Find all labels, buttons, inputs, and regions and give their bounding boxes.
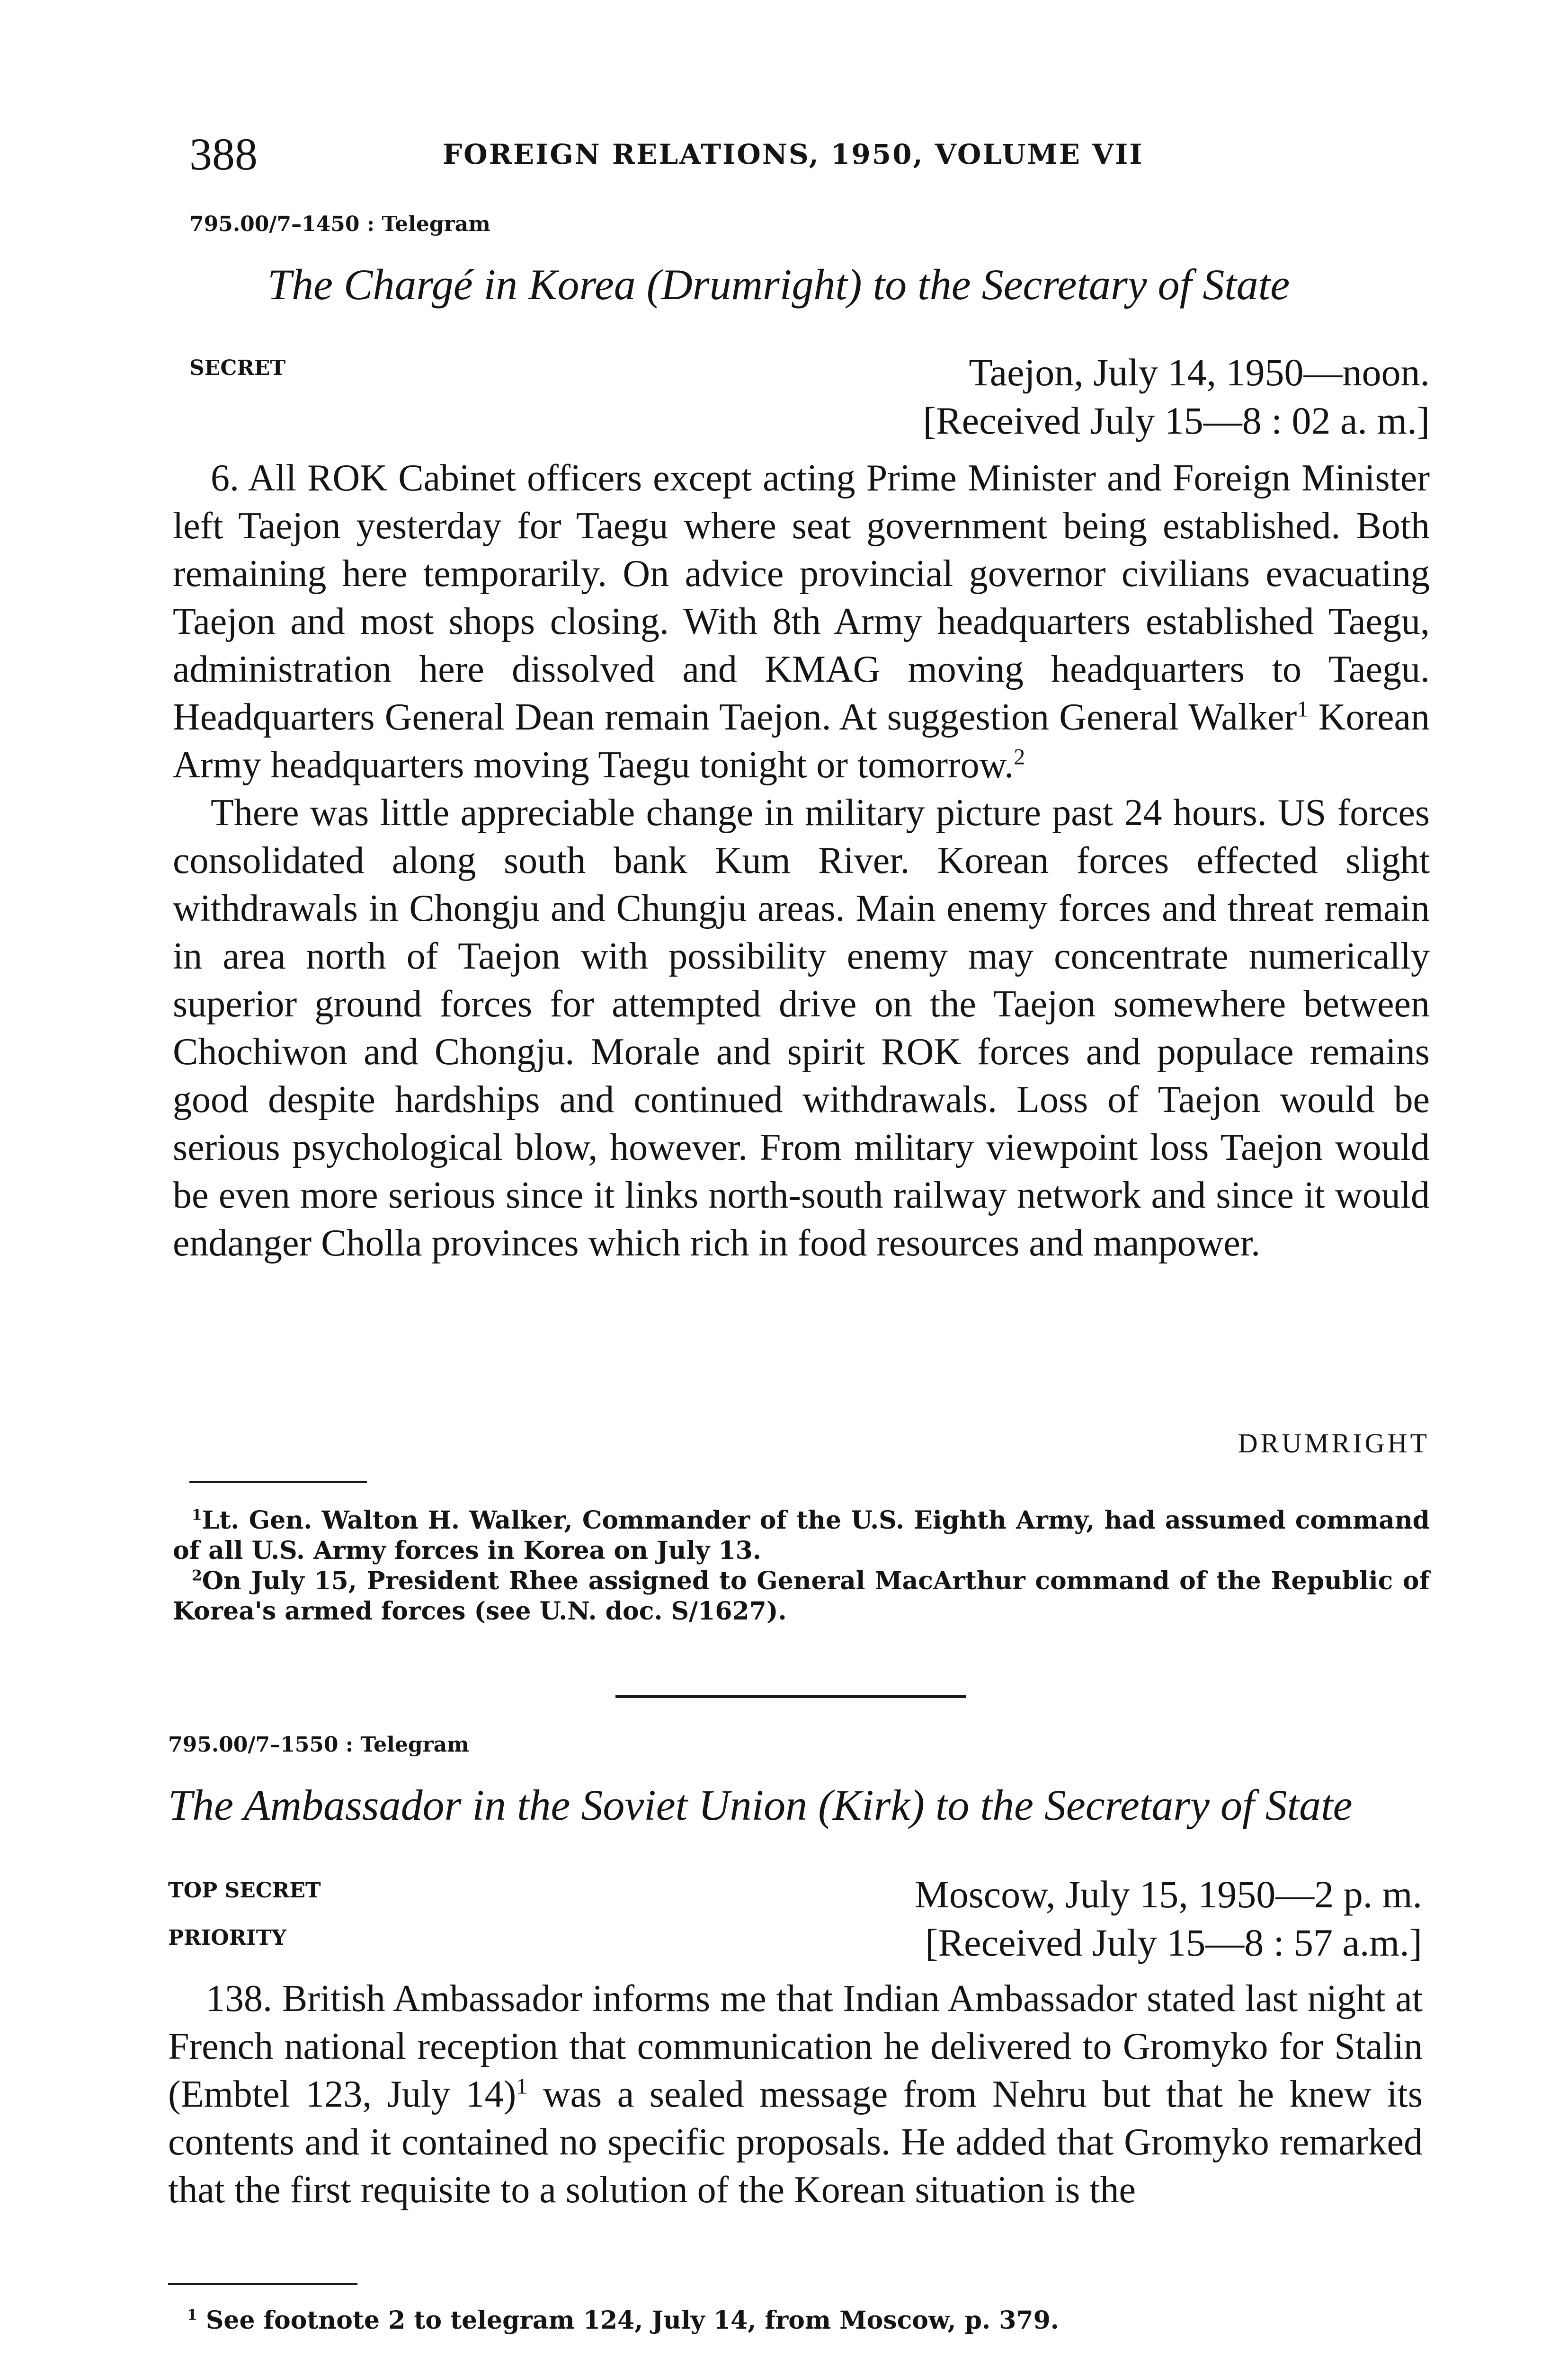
priority: PRIORITY [168,1926,286,1950]
file-line: 795.00/7–1450 : Telegram [189,212,490,236]
document-heading: The Chargé in Korea (Drumright) to the Secretary of State [267,260,1290,309]
document-heading: The Ambassador in the Soviet Union (Kirk) to the Secretary of State [168,1781,1353,1829]
classification: SECRET [189,356,286,380]
received-line: [Received July 15—8 : 02 a. m.] [923,399,1430,442]
footnote-rule [189,1481,367,1483]
telegram-body [173,454,1430,1267]
dateline: Taejon, July 14, 1950—noon. [969,351,1430,394]
paragraph: 138. British Ambassador informs me that Indian Ambassador stated last night at French national reception that communication he delivered to Gromyko for Stalin (Embtel 123, July 14)$^1$ was a sealed message from Nehru but that he knew its contents and it contained no specific proposals. He added that Gromyko remarked that the first requisite to a solution of the Korean situation is the [168,1978,1423,2211]
signature: DRUMRIGHT [1238,1428,1430,1459]
running-title: FOREIGN RELATIONS, 1950, VOLUME VII [443,138,1144,170]
footnotes [168,2305,1423,2336]
received-line: [Received July 15—8 : 57 a.m.] [925,1921,1422,1964]
page-number: 388 [189,129,258,179]
footnote: $^1$Lt. Gen. Walton H. Walker, Commander of the U.S. Eighth Army, had assumed command of all U.S. Army forces in Korea on July 13. [173,1506,1430,1565]
footnote: $^2$On July 15, President Rhee assigned to General MacArthur command of the Republic of Korea's armed forces (see U.N. doc. S/1627). [173,1566,1430,1626]
paragraph: 6. All ROK Cabinet officers except acting Prime Minister and Foreign Minister left Taejon yesterday for Taegu where seat government being established. Both remaining here temporarily. On advice provincial governor civilians evacuating Taejon and most shops closing. With 8th Army headquarters established Taegu, administration here dissolved and KMAG moving headquarters to Taegu. Headquarters General Dean remain Taejon. At suggestion General Walker$^1$ Korean Army headquarters moving Taegu tonight or tomorrow.$^2$ [173,457,1430,786]
dateline: Moscow, July 15, 1950—2 p. m. [914,1873,1422,1916]
footnote-marker: 2 [1014,744,1025,770]
footnotes [173,1505,1430,1627]
telegram-body [168,1975,1423,2214]
running-header [189,128,1430,180]
footnote-marker: 1 [1297,696,1309,722]
footnote-marker: 1 [516,2073,528,2099]
classification: TOP SECRET [168,1878,321,1903]
footnote: $^1$ See footnote 2 to telegram 124, July 14, from Moscow, p. 379. [187,2306,1059,2335]
file-line: 795.00/7–1550 : Telegram [168,1733,469,1757]
document-separator [615,1695,966,1698]
footnote-rule [168,2283,357,2285]
paragraph: There was little appreciable change in military picture past 24 hours. US forces consolidated along south bank Kum River. Korean forces effected slight withdrawals in Chongju and Chungju areas. Main enemy forces and threat remain in area north of Taejon with possibility enemy may concentrate numerically superior ground forces for attempted drive on the Taejon somewhere between Chochiwon and Chongju. Morale and spirit ROK forces and populace remains good despite hardships and continued withdrawals. Loss of Taejon would be serious psychological blow, however. From military viewpoint loss Taejon would be even more serious since it links north-south railway network and since it would endanger Cholla provinces which rich in food resources and manpower. [173,792,1430,1264]
